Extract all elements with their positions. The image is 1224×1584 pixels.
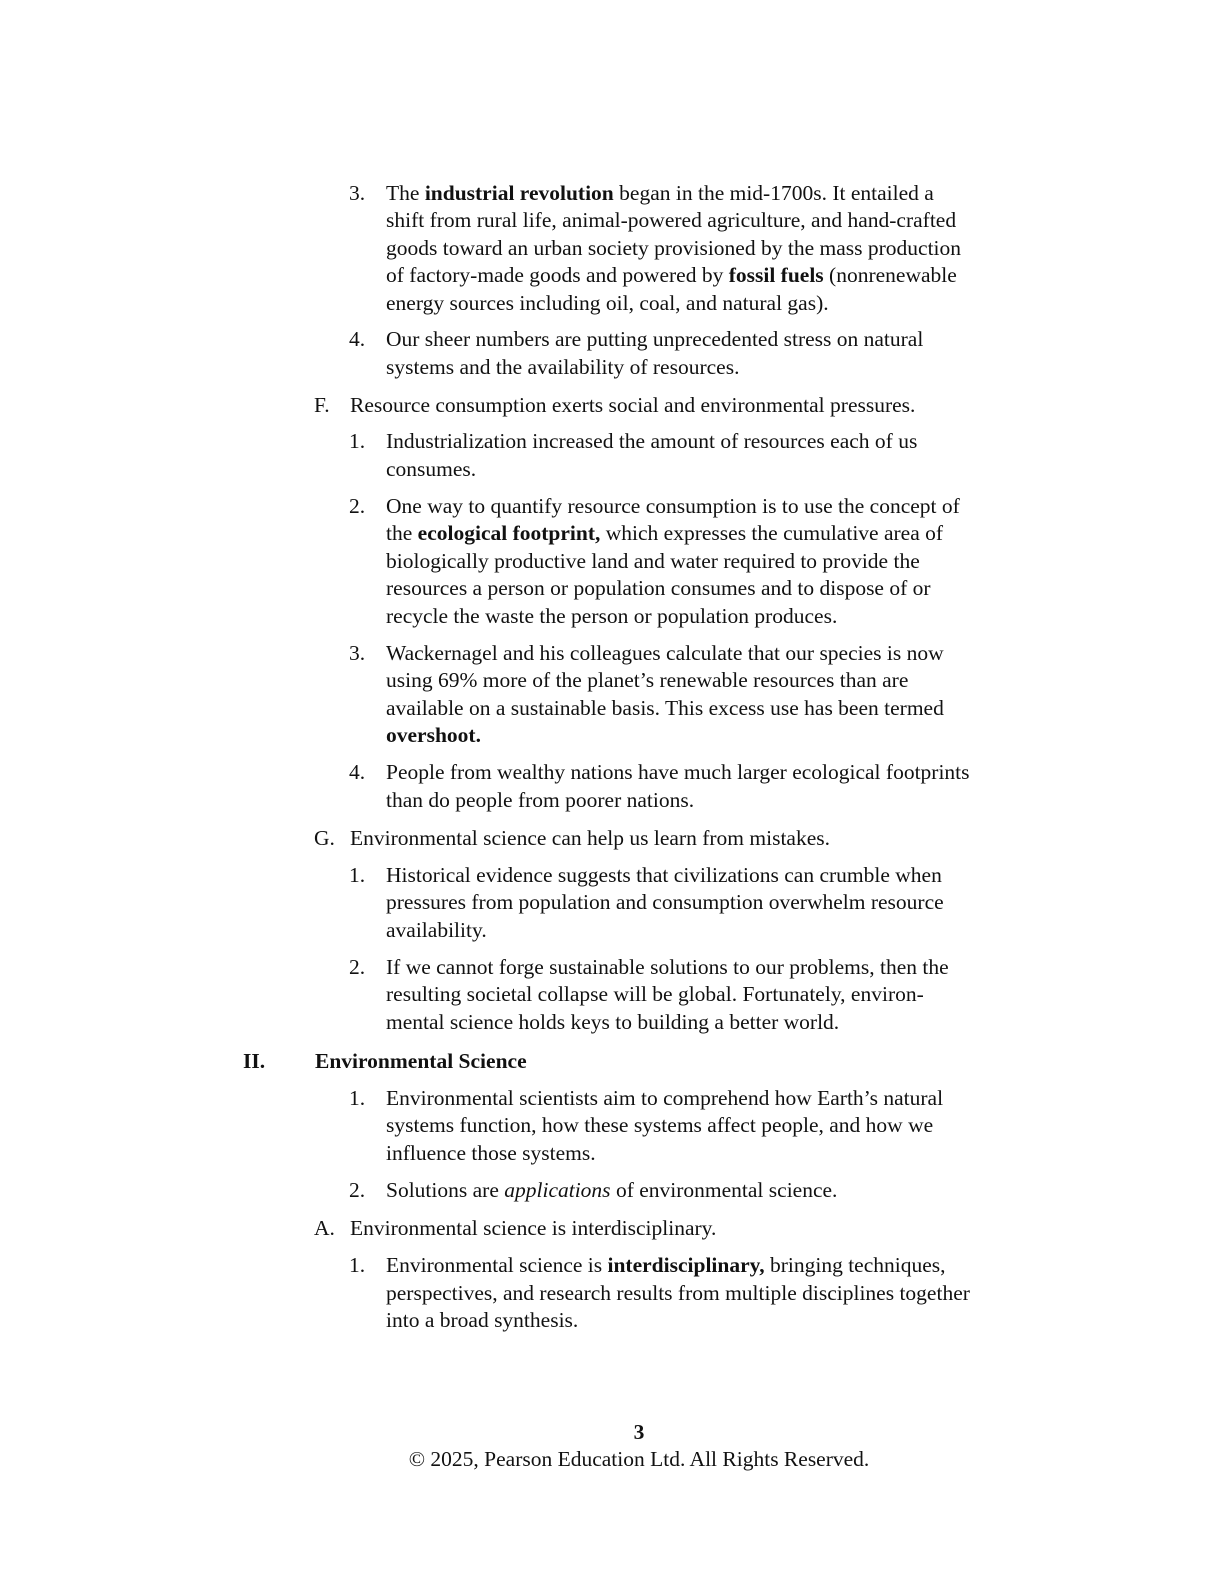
text: of environmental science. <box>610 1178 838 1202</box>
list-number: 2. <box>349 1178 366 1202</box>
text: the <box>386 521 418 545</box>
text-line <box>386 180 934 208</box>
section-numeral: II. <box>243 1049 266 1073</box>
text-line: availability. <box>386 918 487 942</box>
section-heading: Resource consumption exerts social and environmental pressures. <box>350 393 916 417</box>
key-term: overshoot. <box>386 723 481 747</box>
text-line: than do people from poorer nations. <box>386 788 695 812</box>
text-line <box>386 1177 837 1205</box>
text-line: using 69% more of the planet’s renewable resources than are <box>386 668 909 692</box>
text-line: influence those systems. <box>386 1141 596 1165</box>
list-number: 4. <box>349 760 366 784</box>
section-letter: G. <box>314 826 335 850</box>
list-number: 1. <box>349 863 366 887</box>
list-number: 4. <box>349 327 366 351</box>
text-line: Wackernagel and his colleagues calculate that our species is now <box>386 641 944 665</box>
text-line <box>386 1252 946 1280</box>
text: bringing techniques, <box>764 1253 946 1277</box>
text-line <box>386 520 943 548</box>
text-line: energy sources including oil, coal, and natural gas). <box>386 291 829 315</box>
text: which expresses the cumulative area of <box>600 521 944 545</box>
list-number: 3. <box>349 181 366 205</box>
copyright-notice: © 2025, Pearson Education Ltd. All Rights Reserved. <box>408 1447 870 1471</box>
text: Environmental science is <box>386 1253 608 1277</box>
text-line: Our sheer numbers are putting unprecedented stress on natural <box>386 327 924 351</box>
text: The <box>386 181 425 205</box>
section-heading: Environmental science can help us learn from mistakes. <box>350 826 831 850</box>
text-line: into a broad synthesis. <box>386 1308 579 1332</box>
text-line: Industrialization increased the amount of resources each of us <box>386 429 918 453</box>
text-line: Historical evidence suggests that civilizations can crumble when <box>386 863 942 887</box>
text-line: goods toward an urban society provisioned by the mass production <box>386 236 962 260</box>
text-line: If we cannot forge sustainable solutions to our problems, then the <box>386 955 949 979</box>
text: (nonrenewable <box>823 263 957 287</box>
emphasis: applications <box>504 1178 611 1202</box>
text-line: perspectives, and research results from multiple disciplines together <box>386 1281 970 1305</box>
text-line: resources a person or population consumes and to dispose of or <box>386 576 931 600</box>
text-line: Environmental scientists aim to comprehend how Earth’s natural <box>386 1086 944 1110</box>
text-line: systems function, how these systems affect people, and how we <box>386 1113 934 1137</box>
text-line: resulting societal collapse will be global. Fortunately, environ- <box>386 982 924 1006</box>
text-line: available on a sustainable basis. This excess use has been termed <box>386 696 944 720</box>
text-line: recycle the waste the person or population produces. <box>386 604 838 628</box>
section-letter: F. <box>314 393 330 417</box>
text-line: One way to quantify resource consumption is to use the concept of <box>386 494 960 518</box>
text-line: systems and the availability of resources. <box>386 355 740 379</box>
key-term: ecological footprint, <box>417 521 601 545</box>
list-number: 3. <box>349 641 366 665</box>
text: began in the mid-1700s. It entailed a <box>613 181 934 205</box>
list-number: 1. <box>349 1086 366 1110</box>
section-title: Environmental Science <box>315 1049 527 1073</box>
list-number: 1. <box>349 1253 366 1277</box>
section-letter: A. <box>314 1216 335 1240</box>
text: of factory-made goods and powered by <box>386 263 729 287</box>
text-line <box>386 722 481 750</box>
text-line <box>386 262 957 290</box>
key-term: fossil fuels <box>728 263 824 287</box>
key-term: interdisciplinary, <box>607 1253 765 1277</box>
list-number: 2. <box>349 494 366 518</box>
text-line: biologically productive land and water required to provide the <box>386 549 920 573</box>
text-line: shift from rural life, animal-powered agriculture, and hand-crafted <box>386 208 957 232</box>
text-line: consumes. <box>386 457 477 481</box>
list-number: 2. <box>349 955 366 979</box>
text: Solutions are <box>386 1178 505 1202</box>
text-line: pressures from population and consumption overwhelm resource <box>386 890 944 914</box>
section-heading: Environmental science is interdisciplinary. <box>350 1216 717 1240</box>
page-number: 3 <box>633 1420 645 1444</box>
text-line: mental science holds keys to building a better world. <box>386 1010 840 1034</box>
list-number: 1. <box>349 429 366 453</box>
key-term: industrial revolution <box>424 181 614 205</box>
text-line: People from wealthy nations have much larger ecological footprints <box>386 760 970 784</box>
